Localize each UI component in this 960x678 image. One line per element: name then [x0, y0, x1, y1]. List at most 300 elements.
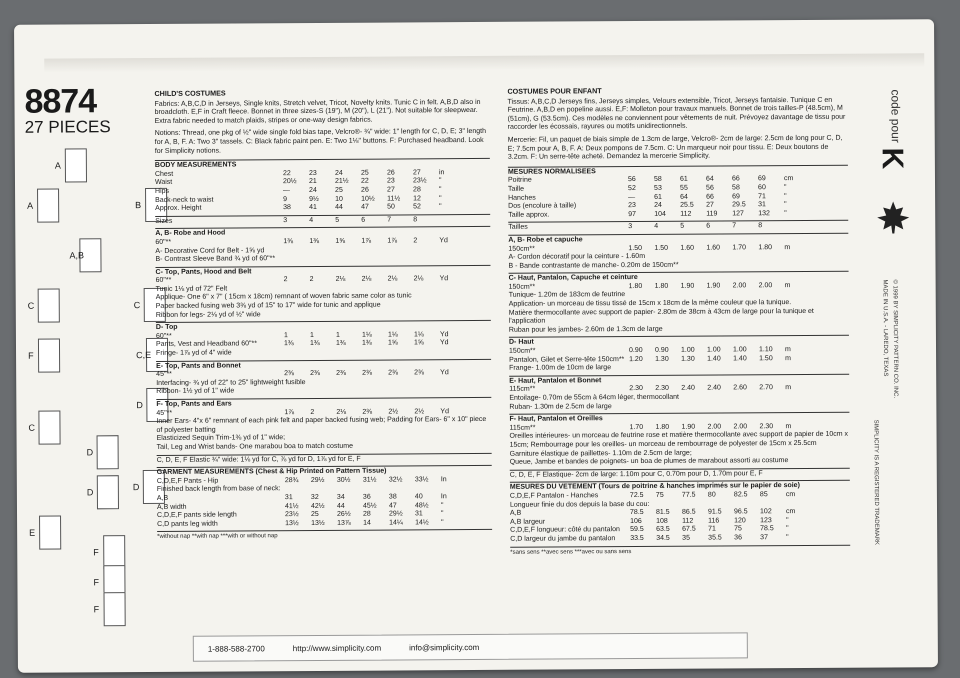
view-label: D	[136, 400, 143, 411]
body-row-unit: "	[438, 177, 442, 185]
body-row-label: Chest	[154, 170, 174, 178]
panel-title: CHILD'S COSTUMES	[154, 88, 226, 98]
copyright-text: © 1999 BY SIMPLICITY PATTERN CO. INC.	[891, 279, 899, 399]
yardage-row-label: Pants, Vest and Headband 60"**	[155, 340, 257, 349]
section-note: Fringe- 1⅞ yd of 4" wide	[156, 349, 232, 357]
garment-row-label: C,D largeur du jambe du pantalon	[510, 535, 616, 543]
size-value: 8	[758, 222, 763, 230]
view-figure	[39, 516, 61, 550]
garment-row-value	[701, 500, 727, 509]
garment-row-value: 29½	[310, 476, 325, 484]
section-note: Elasticized Sequin Trim-1⅜ yd of 1" wide;	[156, 434, 286, 443]
yardage-row-value: 1⅛	[413, 331, 424, 339]
garment-measurements	[510, 480, 850, 544]
yardage-row-value: 1⅞	[361, 237, 372, 245]
body-row-value: 23	[308, 169, 317, 177]
garment-row-unit: "	[441, 510, 444, 518]
garment-row-value: 31½	[362, 476, 377, 484]
yardage-row-value: 2⅛	[335, 276, 346, 284]
body-row-label: Taille approx.	[508, 211, 550, 219]
email-address[interactable]: info@simplicity.com	[409, 642, 480, 652]
body-row-value: 55	[680, 184, 688, 192]
body-row-value: 12	[413, 194, 421, 202]
garment-row-value: 31	[284, 494, 293, 502]
body-row-label: Poitrine	[507, 177, 532, 185]
garment-row-value: 123	[760, 516, 772, 524]
garment-row-value: 26½	[337, 510, 351, 518]
yardage-row-label: 45"**	[156, 409, 173, 417]
garment-row-value: 82.5	[733, 491, 748, 499]
body-row-label: Approx. Height	[155, 204, 202, 213]
pattern-envelope	[14, 19, 938, 673]
size-value: 3	[628, 223, 633, 231]
garment-row-value: 80	[707, 491, 716, 499]
garment-row-value: 112	[682, 517, 694, 525]
body-row-value: 66	[706, 193, 714, 201]
garment-row-value: 13½	[311, 519, 325, 527]
body-row-value: 61	[654, 193, 662, 201]
garment-row-value: 28¾	[284, 476, 299, 484]
garment-row-value	[363, 485, 389, 494]
yardage-row-label: 60"**	[155, 332, 172, 340]
yardage-row-unit: Yd	[439, 339, 449, 347]
garment-row-value	[649, 500, 675, 509]
body-row-unit: "	[784, 209, 787, 217]
garment-row-value: 32½	[388, 476, 403, 484]
elastic-line: C, D, E, F Elastique- 2cm de large: 1.10m pour C, 0.70m pour D, 1.70m pour E, F	[510, 467, 850, 480]
yardage-row-unit: Yd	[439, 237, 448, 245]
garment-row-unit: "	[786, 533, 789, 542]
body-measurements-title: MESURES NORMALISEES	[507, 168, 596, 176]
garment-measurements	[157, 465, 492, 529]
garment-row-label: C,D pants leg width	[157, 520, 218, 528]
body-row-value: 52	[628, 184, 636, 193]
body-row-value: 9	[283, 195, 288, 203]
yardage-row-label: 45"**	[156, 371, 172, 379]
yardage-row-label: 150cm**	[508, 283, 536, 291]
garment-row-value: 40	[414, 493, 423, 501]
view-label: C	[28, 422, 36, 433]
body-row-value: 60	[758, 184, 766, 192]
garment-row-label: Finished back length from base of neck:	[156, 485, 281, 494]
garment-row-unit: "	[786, 525, 789, 533]
yardage-row-value: 1.00	[707, 346, 721, 354]
garment-row-value: 81.5	[655, 508, 670, 517]
garment-row-value: 36	[734, 534, 742, 542]
section-note: A- Decorative Cord for Belt - 1⅝ yd	[155, 246, 265, 255]
yardage-row-value: 2	[309, 276, 314, 284]
yardage-row-unit: Yd	[439, 331, 449, 339]
garment-row-value	[285, 485, 311, 494]
garment-row-label: A,B width	[156, 503, 187, 511]
view-thumbnails	[25, 146, 166, 627]
yardage-row-value: 1.30	[681, 355, 695, 363]
yardage-row-value: 2⅛	[336, 408, 347, 416]
section-note: Oreilles intérieures- un morceau de feutrine rose et matière thermocollante avec support de papier de 10cm x 15cm; Rembourrage pour les oreilles- un morceau de rembourrage de polyester de 15cm x 25.5cm	[509, 431, 849, 449]
yardage-row-unit: Yd	[440, 407, 449, 415]
body-row-value: 104	[654, 210, 666, 218]
garment-row-value: 45½	[362, 502, 377, 510]
garment-row-unit: In	[440, 475, 447, 483]
footnote: *sans sens **avec sens ***avec ou sans sens	[510, 544, 850, 557]
garment-row-value: 28	[363, 510, 371, 518]
yardage-row-value: 2⅛	[387, 275, 398, 283]
yardage-row-value: 2.40	[707, 384, 721, 392]
body-row-value: 10½	[361, 195, 375, 203]
body-row-value: 50	[387, 203, 395, 211]
garment-row-value: 23½	[285, 511, 299, 519]
section-note: A- Cordon décoratif pour la ceinture - 1.60m	[508, 253, 646, 261]
garment-row	[157, 519, 492, 530]
pattern-number: 8874	[24, 82, 97, 121]
yardage-row-value: 2⅜	[362, 369, 372, 377]
view-label: F	[93, 547, 99, 558]
garment-title: MESURES DU VETEMENT (Tours de poitrine & hanches imprimés sur le papier de soie)	[509, 482, 800, 492]
view-figure	[38, 411, 60, 445]
footnote: *without nap **with nap ***with or without nap	[157, 529, 492, 542]
yardage-row-value: 1.90	[680, 282, 695, 290]
garment-row-value: 106	[630, 517, 642, 525]
section-title: D- Top	[155, 324, 178, 332]
yardage-section	[508, 233, 848, 271]
yardage-row-value: 1.80	[655, 423, 670, 431]
yardage-row-value: 1.20	[629, 355, 643, 363]
garment-row-value: 30½	[336, 476, 351, 484]
garment-row-value: 33.5	[630, 534, 644, 542]
elastic-line: C, D, E, F Elastic ¾" wide: 1⅛ yd for C, ⅞ yd for D, 1⅞ yd for E, F	[157, 452, 492, 465]
garment-row-value	[311, 485, 337, 494]
body-row-label: Back-neck to waist	[155, 196, 214, 204]
body-row-value: 127	[732, 210, 744, 218]
body-row-value: 25.5	[680, 201, 694, 209]
section-note: Ribbon- 1½ yd of 1" wide	[156, 387, 235, 396]
yardage-row-value: 2.00	[707, 423, 722, 431]
garment-row-unit: In	[440, 493, 447, 501]
yardage-row-value: 1⅛	[361, 331, 372, 339]
section-note: Application- un morceau de tissu tissé de 15cm x 18cm de la même couleur que la tunique.	[508, 299, 792, 308]
yardage-row-value: 1.90	[681, 423, 696, 431]
garment-row-value: 29½	[389, 510, 403, 518]
yardage-section	[509, 271, 849, 335]
body-row-value: —	[283, 187, 291, 195]
body-row-value: 47	[361, 203, 369, 211]
garment-title: GARMENT MEASUREMENTS (Chest & Hip Printed on Pattern Tissue)	[156, 467, 387, 477]
yardage-row-value: 1.10	[759, 346, 773, 354]
garment-row-value: 47	[388, 502, 397, 510]
garment-row-label: C,D,E,F pants side length	[157, 511, 237, 520]
made-in-text: MADE IN U.S.A. - LAREDO, TEXAS	[881, 279, 889, 377]
body-row-unit: "	[439, 203, 442, 211]
view-label: A	[54, 160, 61, 171]
yardage-row-unit: Yd	[440, 369, 449, 377]
body-row-value: 23	[628, 202, 636, 210]
body-row-value: 69	[732, 192, 740, 200]
size-value: 8	[413, 216, 418, 224]
garment-row-value: 33½	[414, 476, 429, 484]
body-row-value: 21½	[334, 178, 349, 186]
envelope-flap	[44, 53, 924, 72]
yardage-row-value: 2.40	[681, 385, 695, 393]
garment-row-label: A,B	[510, 509, 522, 517]
garment-row-value: 35	[682, 534, 690, 542]
yardage-row-label: 150cm**	[509, 347, 536, 355]
body-row-unit: "	[439, 194, 442, 202]
panel-title: COSTUMES POUR ENFANT	[507, 86, 602, 96]
body-row-value: 28	[413, 186, 421, 194]
garment-row-value: 96.5	[733, 508, 748, 516]
body-row-value: 38	[283, 204, 291, 212]
section-note: Matière thermocollante avec support de papier- 2.80m de 38cm à 43cm de large pour la tunique et l'application	[508, 307, 814, 326]
body-row-value: 41	[309, 204, 317, 212]
yardage-row-unit: m	[785, 354, 791, 362]
section-note: Ribbon for legs- 2⅛ yd of ½" wide	[155, 310, 261, 319]
garment-row-unit	[805, 499, 827, 508]
body-row-value: 66	[731, 175, 740, 183]
garment-row-value: 14¼	[389, 519, 403, 527]
view-label: E	[29, 527, 36, 538]
body-row-value: 69	[757, 175, 766, 183]
section-title: E- Haut, Pantalon et Bonnet	[509, 377, 602, 385]
view-label: F	[28, 350, 34, 361]
body-row-value: 24	[334, 169, 343, 177]
garment-row-value	[337, 485, 363, 494]
yardage-row-value: 2⅛	[361, 275, 372, 283]
garment-row-value: 63.5	[656, 526, 670, 534]
yardage-row-value: 1⅜	[335, 340, 346, 348]
body-measurements	[508, 164, 848, 220]
garment-row-value: 13⅞	[337, 519, 351, 527]
garment-row-value: 34.5	[656, 534, 670, 542]
yardage-row-value: 2	[413, 237, 418, 245]
yardage-row-value: 1.40	[707, 355, 721, 363]
body-row-value: 11½	[387, 194, 401, 203]
yardage-row-value: 1.40	[733, 354, 747, 363]
yardage-row-value: 1⅜	[361, 340, 372, 348]
garment-row-value: 14½	[415, 519, 429, 527]
garment-row-value	[415, 485, 441, 494]
body-measurements	[155, 158, 490, 214]
body-row-unit: "	[784, 184, 787, 192]
garment-row-unit	[441, 484, 463, 493]
body-row-unit: "	[784, 192, 787, 200]
yardage-row-unit: Yd	[439, 275, 449, 283]
garment-row-value: 108	[656, 517, 668, 525]
body-row-value: 10	[335, 195, 343, 203]
yardage-row-value: 2⅜	[336, 370, 346, 378]
garment-row-value: 41½	[284, 502, 299, 510]
yardage-section	[509, 412, 849, 468]
view-figure	[65, 148, 87, 182]
yardage-row-value: 1⅜	[283, 340, 294, 348]
yardage-row-value: 2⅜	[310, 370, 320, 378]
body-row-value: 61	[679, 176, 688, 184]
view-figure	[97, 435, 119, 469]
garment-row-value: 102	[759, 508, 772, 516]
garment-row-value: 48½	[414, 501, 429, 509]
body-row-value: 23	[386, 177, 395, 185]
garment-row-value: 38	[388, 493, 397, 501]
body-row-value: 52	[413, 203, 421, 211]
garment-row-unit: "	[441, 518, 444, 526]
garment-row-value: 59.5	[630, 526, 644, 534]
yardage-row-label: 150cm**	[508, 245, 535, 253]
yardage-row-value: 2⅜	[284, 370, 294, 378]
yardage-row-value: 1.70	[732, 243, 747, 251]
garment-row-value: 86.5	[681, 508, 696, 516]
yardage-row-value: 1⅞	[387, 237, 398, 245]
size-value: 3	[283, 216, 288, 224]
sizes-row	[155, 214, 490, 227]
yardage-row-value: 2½	[414, 407, 425, 415]
yardage-row-value: 1.90	[706, 282, 721, 290]
body-row-value: 64	[680, 193, 688, 201]
body-row-label: Hanches	[508, 194, 536, 202]
section-note: B- Contrast Sleeve Band ¾ yd of 60"**	[155, 255, 276, 264]
view-figure	[103, 535, 125, 569]
body-row-value: 31	[758, 201, 766, 209]
yardage-row-value: 1	[283, 331, 288, 340]
view-figure	[97, 475, 119, 509]
yardage-row-label: 60"**	[155, 238, 172, 246]
garment-row-value	[753, 500, 779, 509]
yardage-section	[509, 374, 849, 412]
body-row-value: 64	[705, 175, 714, 183]
body-row-value: 9½	[309, 195, 319, 203]
yardage-row-value: 2.00	[732, 282, 747, 290]
garment-row-value	[675, 500, 701, 509]
body-row-value: 119	[706, 210, 718, 218]
garment-row-value: 35.5	[708, 534, 722, 542]
section-note: B - Bande contrastante de manche- 0.20m de 150cm**	[508, 261, 679, 270]
garment-row-unit: "	[440, 501, 444, 509]
section-note: Tail, Leg and Wrist bands- One marabou boa to match costume	[156, 442, 354, 451]
yardage-row-value: 1.00	[733, 346, 747, 354]
yardage-row-value: 1.50	[654, 244, 669, 252]
yardage-row-value: 1.50	[759, 354, 773, 362]
body-row-value: 53	[654, 184, 662, 192]
section-note: Tunic 1⅛ yd of 72" Felt	[155, 285, 228, 293]
garment-row-unit: "	[786, 516, 789, 524]
yardage-section	[156, 397, 491, 453]
garment-row-value	[389, 485, 415, 494]
size-value: 4	[654, 223, 659, 231]
yardage-row-value: 1.70	[629, 423, 644, 431]
body-row-label: Waist	[154, 179, 173, 187]
view-label: D	[132, 482, 140, 493]
section-note: Entoilage- 0.70m de 55cm à 64cm léger, thermocollant	[509, 393, 679, 402]
yardage-row-label: 115cm**	[509, 424, 536, 432]
section-note: Interfacing- ¾ yd of 22" to 25" lightweight fusible	[156, 378, 306, 387]
yardage-section	[156, 265, 491, 321]
french-panel	[507, 86, 850, 557]
view-label: D	[86, 487, 94, 498]
yardage-row-unit: m	[785, 422, 792, 430]
yardage-row-value: 2⅜	[388, 369, 398, 377]
body-row-unit: "	[439, 186, 442, 194]
body-row-value: 132	[758, 209, 770, 217]
code-label: code pour	[888, 89, 903, 143]
right-edge	[862, 89, 925, 609]
view-figure	[103, 592, 125, 626]
english-panel	[154, 88, 492, 542]
size-value: 7	[387, 216, 392, 224]
yardage-row-value: 1⅜	[309, 340, 320, 348]
phone-number: 1-888-588-2700	[207, 643, 265, 654]
garment-row-value: 71	[708, 525, 716, 533]
yardage-row-value: 2.30	[629, 385, 643, 393]
body-row-value: 26	[386, 169, 395, 177]
trademark-text: SIMPLICITY IS A REGISTERED TRADEMARK	[872, 419, 880, 546]
body-row-value: 26	[361, 186, 369, 194]
garment-row-value: 13½	[285, 519, 299, 527]
yardage-row-value: 2.60	[733, 384, 747, 392]
garment-row-value: 34	[336, 493, 345, 501]
garment-row-value: 120	[734, 517, 746, 525]
section-title: A, B- Robe and Hood	[155, 229, 226, 238]
section-note: Tunique- 1.20m de 183cm de feutrine	[508, 291, 626, 300]
body-row-value: —	[628, 193, 636, 201]
body-row-value: 22	[360, 177, 369, 186]
body-row-value: 58	[653, 176, 662, 184]
yardage-row-value: 0.90	[629, 347, 643, 355]
body-row-label: Taille	[508, 185, 525, 193]
garment-row-value: 44	[336, 502, 345, 510]
section-note: Garniture élastique de paillettes- 1.10m de 2.5cm de large;	[509, 449, 692, 458]
body-row-value: 27	[387, 186, 395, 194]
section-note: Inner Ears- 4"x 6" remnant of each pink felt and paper backed fusing web; Padding for Ears- 6" x 10" piece of polyester batting	[156, 416, 487, 434]
yardage-row-value: 1.80	[758, 243, 773, 251]
body-row-value: 27	[706, 201, 714, 209]
view-label: C	[133, 300, 141, 311]
yardage-row-value: 0.90	[655, 346, 669, 354]
maple-leaf-icon	[875, 199, 911, 235]
garment-row-label: Longueur finie du dos depuis la base du cou:	[509, 500, 650, 509]
piece-count: 27 PIECES	[24, 117, 111, 137]
garment-row-label: C,D,E,F Pantalon - Hanches	[509, 492, 599, 500]
website-url[interactable]: http://www.simplicity.com	[292, 643, 382, 653]
notions-text: Mercerie: Fil, un paquet de biais simple de 1.3cm de large, Velcro®- 2cm de large: 2.5cm de long pour C, D, E; 7.5cm pour A, B, F. A: Deux pompons de 7.5cm. C: Un marqueur noir pour tissu. E: Deux boutons de 3.2cm. F: Un serre-tête acheté. Demandez la mercerie Simplicity.	[507, 134, 843, 161]
yardage-row-value: 1⅛	[387, 331, 398, 339]
body-row-unit: in	[438, 168, 445, 176]
body-row	[508, 209, 848, 220]
contact-bar	[193, 632, 748, 661]
size-value: 7	[732, 222, 737, 230]
garment-row-value: 75	[734, 525, 742, 533]
garment-row-value: 42½	[310, 502, 325, 510]
body-row-value: 21	[308, 178, 317, 186]
yardage-row-value: 1⅞	[284, 408, 295, 416]
body-measurements-title: BODY MEASUREMENTS	[154, 161, 237, 170]
section-title: C- Haut, Pantalon, Capuche et ceinture	[508, 274, 638, 283]
yardage-row-label: Pantalon, Gilet et Serre-tête 150cm**	[509, 355, 625, 364]
yardage-row-value: 1.60	[680, 244, 695, 252]
yardage-row-value: 1⅝	[413, 339, 424, 347]
section-title: E- Top, Pants and Bonnet	[156, 362, 241, 370]
section-title: F- Haut, Pantalon et Oreilles	[509, 415, 603, 423]
yardage-row-value: 1⅝	[387, 339, 398, 347]
section-title: A, B- Robe et capuche	[508, 236, 583, 244]
body-row-value: 23½	[412, 177, 427, 185]
yardage-section	[156, 359, 491, 397]
sizes-label: Tailles	[508, 223, 528, 232]
view-label: C,E	[136, 349, 152, 361]
body-row-value: 29.5	[732, 201, 746, 209]
yardage-row-value: 1	[309, 331, 314, 339]
size-value: 6	[706, 222, 711, 230]
yardage-row-value: 1⅜	[309, 237, 320, 245]
body-row-value: 25	[335, 186, 343, 194]
yardage-row-label: 60"**	[155, 277, 172, 285]
